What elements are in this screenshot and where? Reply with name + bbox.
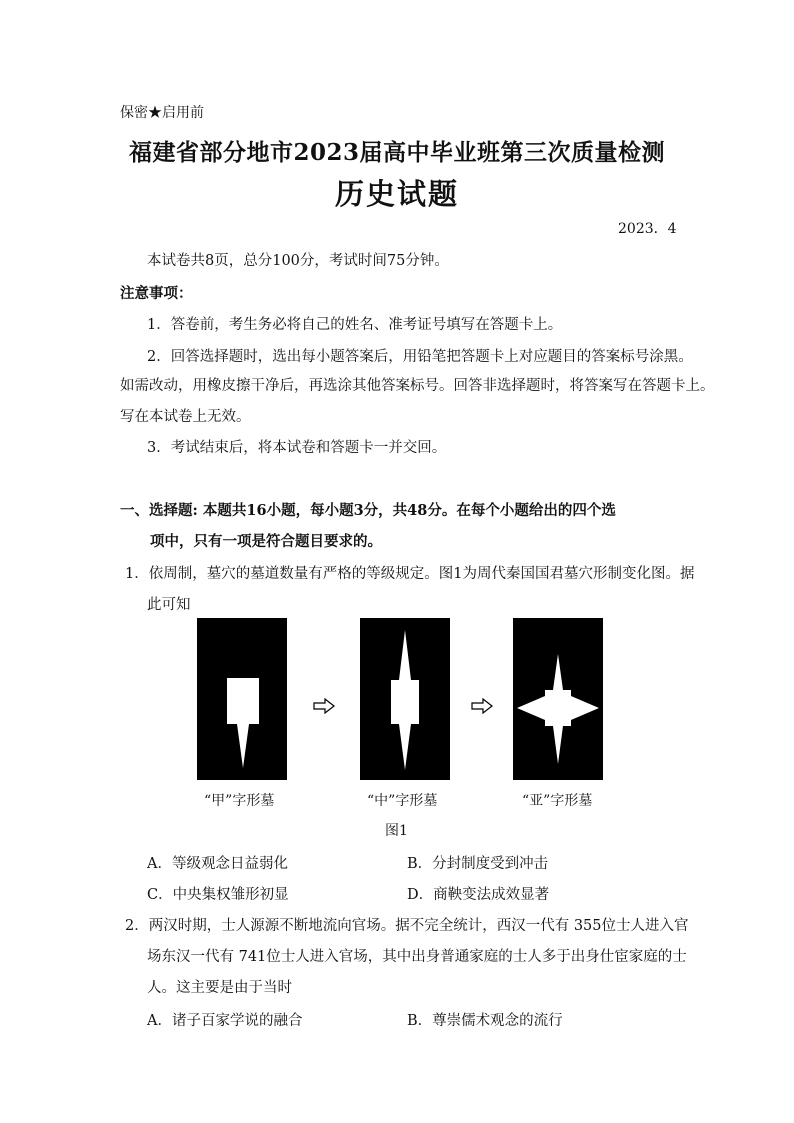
q1-option-a: A．等级观念日益弱化: [147, 856, 288, 872]
figure-caption: 图1: [385, 823, 408, 839]
tomb-jia-figure: [197, 618, 287, 780]
section-heading-line2: 项中，只有一项是符合题目要求的。: [150, 533, 382, 550]
exam-date: 2023．4: [618, 221, 677, 237]
q1-option-c: C．中央集权雏形初显: [147, 887, 289, 903]
notes-heading: 注意事项：: [120, 285, 193, 302]
exam-title: 福建省部分地市2023届高中毕业班第三次质量检测: [128, 139, 665, 166]
note-2-line3: 写在本试卷上无效。: [120, 409, 251, 425]
q2-stem-line3: 人。这主要是由于当时: [147, 980, 292, 996]
note-3: 3．考试结束后，将本试卷和答题卡一并交回。: [147, 440, 447, 456]
note-2-line1: 2．回答选择题时，选出每小题答案后，用铅笔把答题卡上对应题目的答案标号涂黑。: [147, 349, 693, 365]
tomb-zhong-figure: [360, 618, 450, 780]
confidential-label: 保密★启用前: [120, 105, 204, 121]
q1-option-b: B．分封制度受到冲击: [407, 856, 549, 872]
subject-title: 历史试题: [334, 177, 459, 211]
figure-label-jia: “甲”字形墓: [204, 793, 275, 809]
exam-summary: 本试卷共8页，总分100分，考试时间75分钟。: [147, 253, 449, 269]
q2-option-a: A．诸子百家学说的融合: [147, 1013, 303, 1029]
q1-stem-line2: 此可知: [147, 597, 191, 613]
note-2-line2: 如需改动，用橡皮擦干净后，再选涂其他答案标号。回答非选择题时，将答案写在答题卡上。: [120, 378, 715, 394]
figure-label-zhong: “中”字形墓: [367, 793, 438, 809]
section-heading-line1: 一、选择题: 本题共16小题，每小题3分，共48分。在每个小题给出的四个选: [120, 502, 616, 519]
q2-stem-line1: 2．两汉时期，士人源源不断地流向官场。据不完全统计，西汉一代有 355位士人进入官: [125, 918, 689, 934]
note-1: 1．答卷前，考生务必将自己的姓名、准考证号填写在答题卡上。: [147, 317, 563, 333]
arrow-right-icon: [313, 698, 335, 718]
arrow-right-icon: [471, 698, 493, 718]
figure-label-ya: “亚”字形墓: [522, 793, 593, 809]
q1-option-d: D．商鞅变法成效显著: [407, 887, 550, 903]
tomb-ya-figure: [513, 618, 603, 780]
q1-stem-line1: 1．依周制，墓穴的墓道数量有严格的等级规定。图1为周代秦国国君墓穴形制变化图。据: [125, 566, 695, 582]
q2-stem-line2: 场东汉一代有 741位士人进入官场，其中出身普通家庭的士人多于出身仕宦家庭的士: [147, 949, 687, 965]
q2-option-b: B．尊崇儒术观念的流行: [407, 1013, 563, 1029]
